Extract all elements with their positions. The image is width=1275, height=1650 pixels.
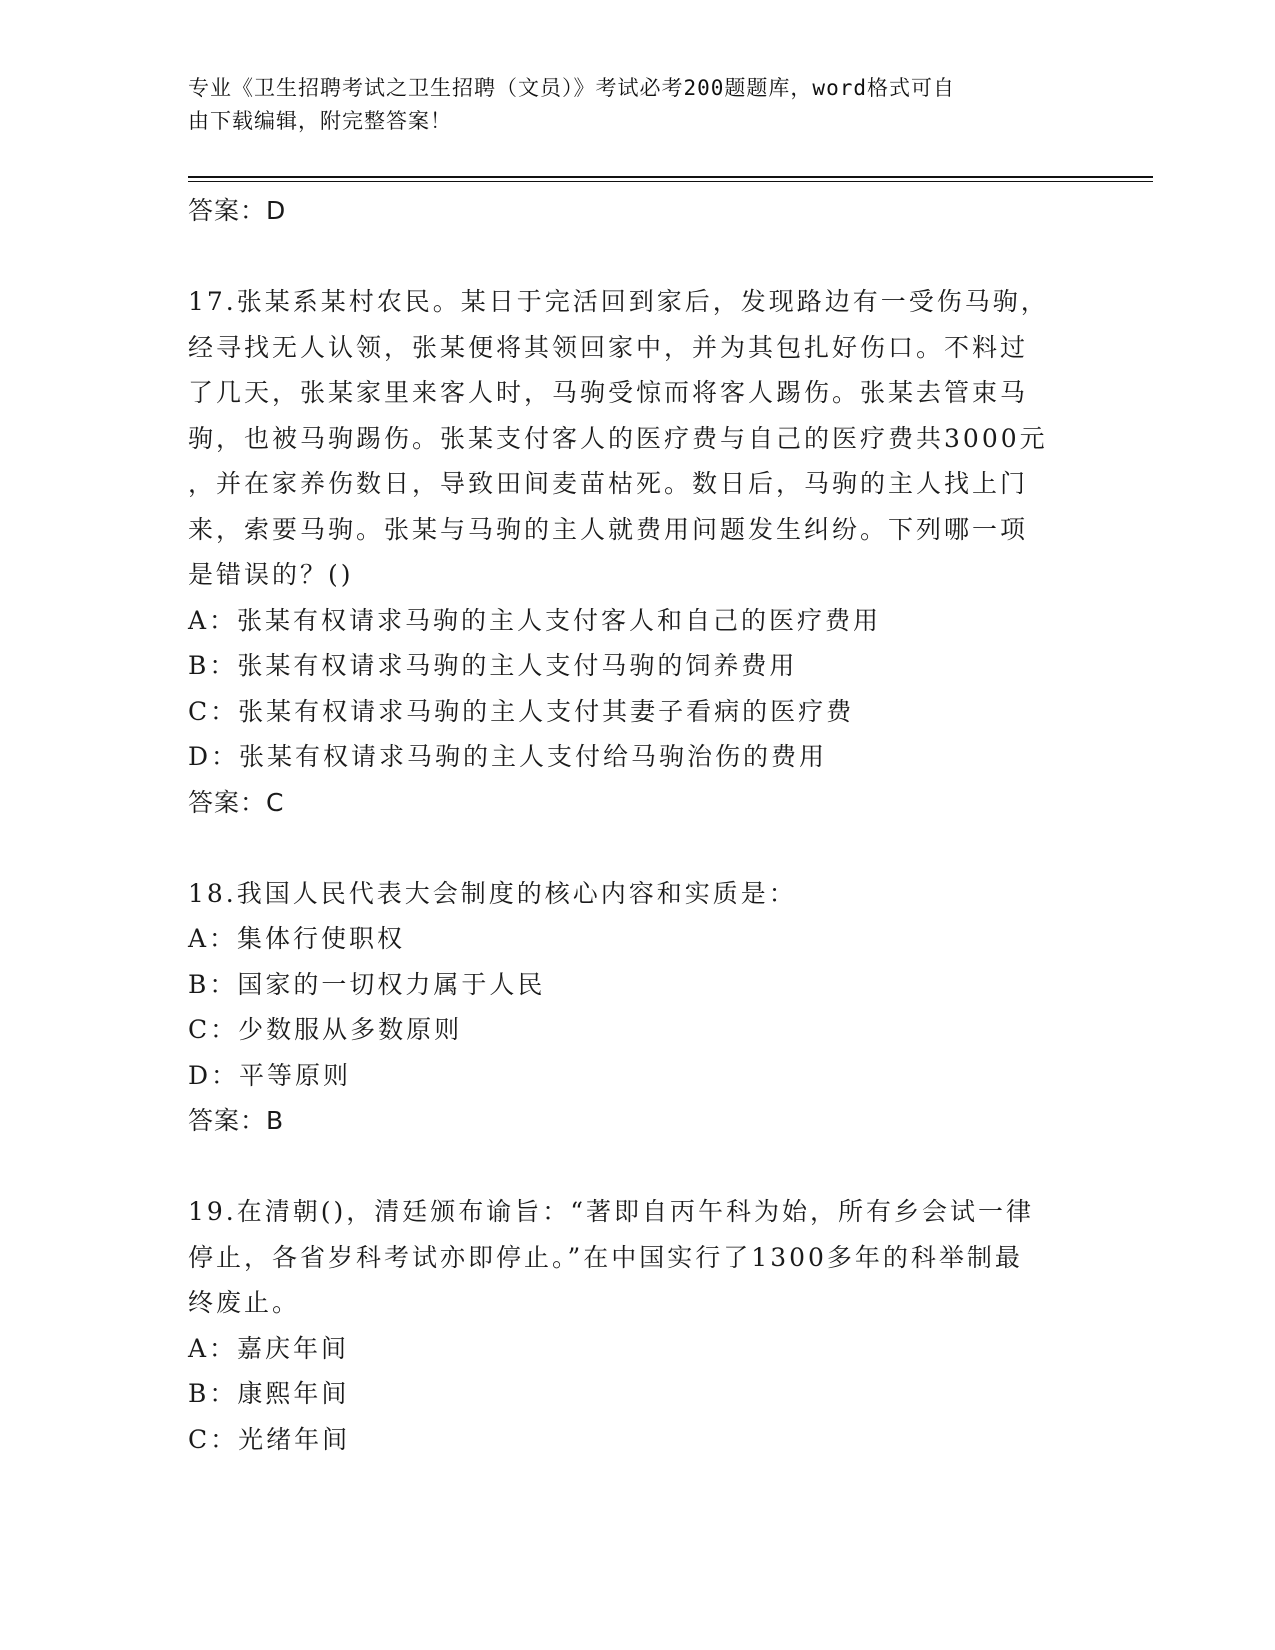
question-17-stem xyxy=(188,279,1088,598)
header-divider-thin xyxy=(188,181,1153,182)
question-17-answer: 答案：C xyxy=(188,787,285,817)
header-divider-thick xyxy=(188,176,1153,178)
question-18-option-c: C：少数服从多数原则 xyxy=(188,1015,463,1044)
question-17-option-d: D：张某有权请求马驹的主人支付给马驹治伤的费用 xyxy=(188,742,828,771)
question-17-line: 是错误的？() xyxy=(188,560,354,589)
question-18-option-a: A：集体行使职权 xyxy=(188,924,406,953)
header-line-2: 由下载编辑，附完整答案！ xyxy=(188,109,452,133)
question-19-option-c: C：光绪年间 xyxy=(188,1424,351,1454)
question-19-line: 终废止。 xyxy=(188,1288,301,1317)
question-18-option-d: D：平等原则 xyxy=(188,1060,352,1090)
question-17-line: 来，索要马驹。张某与马驹的主人就费用问题发生纠纷。下列哪一项 xyxy=(188,514,1029,544)
question-19-stem xyxy=(188,1189,1088,1326)
question-18 xyxy=(188,871,1088,1144)
question-19-line: 19.在清朝()，清廷颁布谕旨：“著即自丙午科为始，所有乡会试一律 xyxy=(188,1197,1035,1226)
question-17 xyxy=(188,279,1088,825)
question-19-line: 停止，各省岁科考试亦即停止。”在中国实行了1300多年的科举制最 xyxy=(188,1242,1023,1272)
previous-answer: 答案：D xyxy=(188,196,287,225)
question-19-option-b: B：康熙年间 xyxy=(188,1379,350,1408)
question-17-line: 经寻找无人认领，张某便将其领回家中，并为其包扎好伤口。不料过 xyxy=(188,332,1029,362)
question-18-option-b: B：国家的一切权力属于人民 xyxy=(188,969,546,999)
question-19-option-a: A：嘉庆年间 xyxy=(188,1333,350,1363)
question-18-stem: 18.我国人民代表大会制度的核心内容和实质是： xyxy=(188,878,797,908)
question-17-line: ，并在家养伤数日，导致田间麦苗枯死。数日后，马驹的主人找上门 xyxy=(188,469,1029,498)
question-17-option-a: A：张某有权请求马驹的主人支付客人和自己的医疗费用 xyxy=(188,605,882,635)
question-17-option-b: B：张某有权请求马驹的主人支付马驹的饲养费用 xyxy=(188,651,798,680)
spacer xyxy=(188,1144,1088,1190)
question-17-option-c: C：张某有权请求马驹的主人支付其妻子看病的医疗费 xyxy=(188,696,855,726)
spacer xyxy=(188,825,1088,871)
question-18-answer: 答案：B xyxy=(188,1106,285,1135)
question-19 xyxy=(188,1189,1088,1462)
spacer xyxy=(188,234,1088,280)
page-header xyxy=(188,72,1068,138)
question-17-line: 了几天，张某家里来客人时，马驹受惊而将客人踢伤。张某去管束马 xyxy=(188,378,1029,407)
document-body xyxy=(188,188,1088,1462)
header-line-1: 专业《卫生招聘考试之卫生招聘（文员）》考试必考200题题库，word格式可自 xyxy=(188,76,955,100)
question-17-line: 17.张某系某村农民。某日于完活回到家后，发现路边有一受伤马驹， xyxy=(188,287,1049,316)
question-17-line: 驹，也被马驹踢伤。张某支付客人的医疗费与自己的医疗费共3000元 xyxy=(188,423,1048,453)
